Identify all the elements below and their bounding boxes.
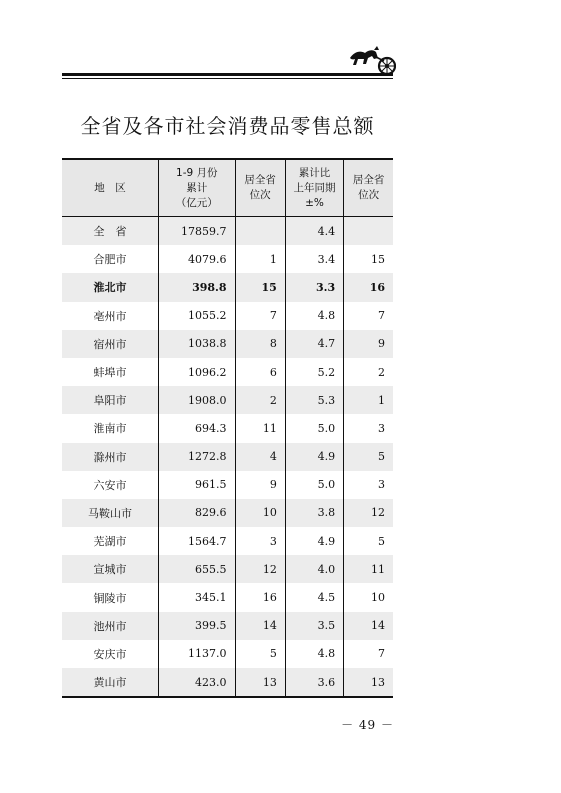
table-row [62, 302, 393, 330]
header-total-line2: 累计 [186, 181, 208, 194]
header-rank-total-line1: 居全省 [244, 174, 276, 186]
header-rank-total-line2: 位次 [249, 189, 271, 201]
header-rule-thin [62, 78, 393, 79]
cell-region: 宿州市 [62, 330, 159, 358]
cell-rank-total: 4 [235, 443, 285, 471]
cell-rank-growth: 7 [344, 640, 393, 668]
horse-chariot-logo-icon [348, 44, 396, 78]
cell-growth: 4.4 [285, 217, 343, 246]
table-row [62, 443, 393, 471]
cell-region: 六安市 [93, 478, 127, 492]
cell-rank-total: 2 [235, 386, 285, 414]
cell-rank-total: 3 [235, 527, 285, 555]
cell-rank-total: 13 [235, 668, 285, 697]
table-row [62, 555, 393, 583]
header-rule-thick [62, 73, 393, 76]
cell-growth: 4.0 [285, 555, 343, 583]
cell-rank-growth: 9 [344, 330, 393, 358]
header-region [62, 159, 159, 217]
cell-rank-growth [344, 217, 393, 246]
cell-rank-total: 16 [235, 583, 285, 611]
table-row [62, 330, 393, 358]
cell-rank-total: 6 [235, 358, 285, 386]
header-rank-total [235, 159, 285, 217]
cell-total: 655.5 [159, 555, 235, 583]
cell-rank-total: 10 [235, 499, 285, 527]
header-total-line1: 1-9 月份 [176, 166, 218, 179]
cell-rank-growth: 13 [344, 668, 393, 697]
cell-total: 4079.6 [159, 245, 235, 273]
cell-rank-growth: 3 [344, 471, 393, 499]
cell-rank-growth: 1 [344, 386, 393, 414]
table-row [62, 414, 393, 442]
cell-rank-total: 8 [235, 330, 285, 358]
cell-total: 961.5 [159, 471, 235, 499]
cell-rank-total: 14 [235, 612, 285, 640]
table-row [62, 386, 393, 414]
cell-rank-growth: 15 [344, 245, 393, 273]
table-row [62, 640, 393, 668]
cell-total: 829.6 [159, 499, 235, 527]
header-rank-growth [344, 159, 393, 217]
cell-region: 芜湖市 [93, 535, 127, 549]
table-row [62, 245, 393, 273]
cell-growth: 5.3 [285, 386, 343, 414]
cell-rank-growth: 5 [344, 527, 393, 555]
table-row [62, 358, 393, 386]
cell-region: 铜陵市 [93, 591, 127, 605]
cell-region: 淮南市 [93, 422, 127, 436]
cell-total: 1908.0 [159, 386, 235, 414]
table-row [62, 273, 393, 301]
cell-growth: 4.9 [285, 443, 343, 471]
header-rank-growth-line1: 居全省 [352, 174, 385, 186]
cell-region: 淮北市 [62, 273, 159, 301]
header-rank-growth-line2: 位次 [358, 189, 380, 201]
cell-total: 17859.7 [159, 217, 235, 246]
cell-rank-total: 7 [235, 302, 285, 330]
cell-total: 398.8 [159, 273, 235, 301]
cell-growth: 4.8 [285, 640, 343, 668]
page-title: 全省及各市社会消费品零售总额 [80, 114, 375, 138]
header-total-line3: （亿元） [175, 196, 218, 209]
cell-region: 黄山市 [62, 668, 159, 697]
cell-region: 马鞍山市 [62, 499, 159, 527]
cell-rank-growth: 7 [344, 302, 393, 330]
cell-total: 1272.8 [159, 443, 235, 471]
cell-region: 亳州市 [93, 309, 127, 323]
cell-growth: 5.0 [285, 414, 343, 442]
table-row [62, 527, 393, 555]
cell-growth: 4.5 [285, 583, 343, 611]
cell-region: 蚌埠市 [93, 366, 127, 380]
table-row [62, 471, 393, 499]
cell-rank-growth: 12 [344, 499, 393, 527]
cell-rank-total [235, 217, 285, 246]
cell-region: 宣城市 [62, 555, 159, 583]
cell-growth: 3.4 [285, 245, 343, 273]
cell-growth: 5.0 [285, 471, 343, 499]
cell-total: 1055.2 [159, 302, 235, 330]
cell-rank-total: 1 [235, 245, 285, 273]
cell-growth: 4.7 [285, 330, 343, 358]
cell-region: 阜阳市 [62, 386, 159, 414]
cell-total: 423.0 [159, 668, 235, 697]
cell-region: 滁州市 [62, 443, 159, 471]
header-total [159, 159, 235, 217]
cell-total: 345.1 [159, 583, 235, 611]
table-row [62, 612, 393, 640]
cell-rank-total: 15 [235, 273, 285, 301]
cell-total: 1564.7 [159, 527, 235, 555]
cell-rank-growth: 3 [344, 414, 393, 442]
header-growth-line1: 累计比 [298, 166, 331, 179]
cell-growth: 3.5 [285, 612, 343, 640]
cell-growth: 5.2 [285, 358, 343, 386]
cell-growth: 3.3 [285, 273, 343, 301]
cell-rank-growth: 11 [344, 555, 393, 583]
cell-rank-total: 9 [235, 471, 285, 499]
cell-total: 1137.0 [159, 640, 235, 668]
page-number: － 49 － [341, 718, 394, 732]
header-growth-line3: ±% [305, 196, 324, 209]
cell-region: 合肥市 [93, 253, 127, 267]
cell-rank-total: 5 [235, 640, 285, 668]
cell-total: 694.3 [159, 414, 235, 442]
cell-growth: 4.8 [285, 302, 343, 330]
cell-total: 399.5 [159, 612, 235, 640]
table-row [62, 668, 393, 697]
header-region-label: 地 区 [94, 181, 126, 194]
cell-region: 安庆市 [93, 647, 127, 661]
header-growth-line2: 上年同期 [293, 181, 336, 194]
cell-rank-growth: 10 [344, 583, 393, 611]
retail-sales-table [62, 158, 393, 698]
cell-growth: 4.9 [285, 527, 343, 555]
table-row [62, 583, 393, 611]
table-header-row [62, 159, 393, 217]
cell-rank-growth: 2 [344, 358, 393, 386]
table-body [62, 217, 393, 698]
cell-rank-growth: 16 [344, 273, 393, 301]
cell-total: 1038.8 [159, 330, 235, 358]
cell-rank-growth: 14 [344, 612, 393, 640]
cell-region: 池州市 [62, 612, 159, 640]
cell-rank-growth: 5 [344, 443, 393, 471]
cell-total: 1096.2 [159, 358, 235, 386]
cell-growth: 3.6 [285, 668, 343, 697]
header-growth [285, 159, 343, 217]
cell-growth: 3.8 [285, 499, 343, 527]
cell-region: 全 省 [62, 217, 159, 246]
table-row [62, 499, 393, 527]
cell-rank-total: 11 [235, 414, 285, 442]
cell-rank-total: 12 [235, 555, 285, 583]
table-row [62, 217, 393, 246]
